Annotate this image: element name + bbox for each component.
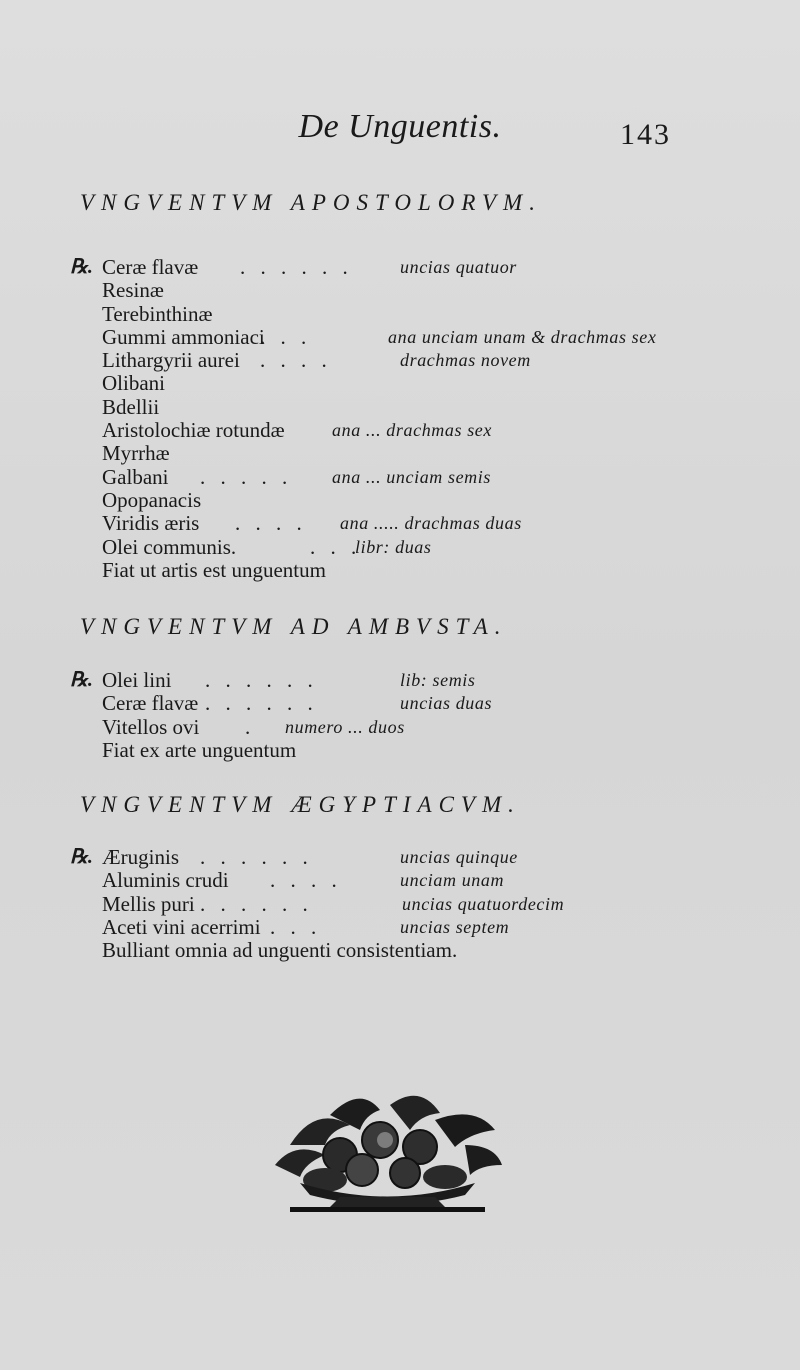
ingredient-name: Bulliant omnia ad unguenti consistentiam.	[102, 938, 458, 963]
recipe-aegyptiacum	[70, 846, 750, 962]
page-number: 143	[620, 118, 671, 151]
leader-dots: . . . . .	[200, 464, 293, 489]
recipe-symbol: ℞.	[70, 846, 93, 868]
ingredient-name: Myrrhæ	[102, 441, 170, 466]
recipe-line	[70, 442, 750, 465]
ingredient-quantity: numero ... duos	[285, 716, 405, 737]
recipe-line	[70, 739, 750, 762]
recipe-ad-ambusta	[70, 669, 750, 762]
ingredient-name: Aluminis crudi	[102, 868, 229, 893]
ingredient-quantity: ana ..... drachmas duas	[340, 513, 522, 534]
leader-dots: . . . .	[235, 511, 307, 536]
recipe-apostolorum	[70, 256, 750, 582]
leader-dots: .	[245, 714, 256, 739]
ingredient-name: Ceræ flavæ	[102, 691, 199, 716]
recipe-line	[70, 396, 750, 419]
leader-dots: . . . . . .	[200, 845, 313, 869]
recipe-line	[70, 303, 750, 326]
recipe-line	[70, 559, 750, 582]
ingredient-name: Mellis puri	[102, 891, 195, 916]
ingredient-quantity: lib: semis	[400, 670, 476, 690]
ingredient-quantity: uncias duas	[400, 693, 493, 714]
ingredient-name: Fiat ex arte unguentum	[102, 737, 297, 762]
ingredient-name: Lithargyrii aurei	[102, 348, 240, 373]
ingredient-name: Aceti vini acerrimi	[102, 914, 261, 939]
recipe-line	[70, 869, 750, 892]
recipe-line	[70, 692, 750, 715]
ingredient-quantity: ana ... drachmas sex	[332, 420, 492, 441]
recipe-line	[70, 489, 750, 512]
ingredient-quantity: libr: duas	[355, 536, 432, 557]
recipe-symbol: ℞.	[70, 256, 93, 278]
ingredient-name: Olibani	[102, 371, 165, 396]
recipe-line	[70, 893, 750, 916]
leader-dots: . . . . . .	[205, 668, 318, 692]
ingredient-name: Fiat ut artis est unguentum	[102, 557, 326, 582]
section-title-apostolorum: VNGVENTVM APOSTOLORVM.	[80, 190, 542, 215]
recipe-line	[70, 669, 750, 692]
leader-dots: . . . . . .	[200, 891, 313, 916]
recipe-line	[70, 326, 750, 349]
ingredient-name: Vitellos ovi	[102, 714, 200, 739]
ingredient-name: Olei lini	[102, 668, 172, 692]
section-title-aegyptiacum: VNGVENTVM ÆGYPTIACVM.	[80, 792, 521, 817]
recipe-line	[70, 512, 750, 535]
ingredient-name: Æruginis	[102, 845, 180, 869]
ingredient-name: Resinæ	[102, 278, 164, 303]
recipe-line	[70, 279, 750, 302]
section-title-ad-ambusta: VNGVENTVM AD AMBVSTA.	[80, 614, 508, 639]
ingredient-name: Opopanacis	[102, 487, 202, 512]
ingredient-name: Aristolochiæ rotundæ	[102, 418, 285, 443]
ingredient-name: Bdellii	[102, 394, 160, 419]
recipe-symbol: ℞.	[70, 669, 93, 691]
leader-dots: . . . .	[260, 348, 332, 373]
leader-dots: . . . . . .	[205, 691, 318, 716]
ingredient-name: Olei communis.	[102, 534, 237, 559]
ingredient-quantity: uncias quatuordecim	[402, 893, 565, 914]
recipe-line	[70, 716, 750, 739]
ingredient-quantity: ana unciam unam & drachmas sex	[388, 326, 657, 347]
recipe-line	[70, 536, 750, 559]
recipe-line	[70, 916, 750, 939]
recipe-line	[70, 846, 750, 869]
fruit-basket-ornament-icon	[270, 1085, 505, 1215]
recipe-line	[70, 939, 750, 962]
ingredient-quantity: drachmas novem	[400, 350, 531, 371]
leader-dots: . . .	[270, 914, 322, 939]
ingredient-quantity: ana ... unciam semis	[332, 466, 491, 487]
ingredient-name: Galbani	[102, 464, 169, 489]
ingredient-name: Ceræ flavæ	[102, 255, 199, 279]
ingredient-quantity: unciam unam	[400, 870, 505, 891]
leader-dots: . . . .	[270, 868, 342, 893]
ingredient-quantity: uncias septem	[400, 916, 510, 937]
leader-dots: . . .	[260, 324, 312, 349]
running-title: De Unguentis.	[298, 108, 502, 145]
ingredient-quantity: uncias quatuor	[400, 257, 517, 277]
leader-dots: . . . . . .	[240, 255, 353, 279]
recipe-line	[70, 372, 750, 395]
ingredient-name: Terebinthinæ	[102, 301, 213, 326]
ingredient-name: Viridis æris	[102, 511, 200, 536]
recipe-line	[70, 419, 750, 442]
ingredient-quantity: uncias quinque	[400, 847, 518, 867]
recipe-line	[70, 256, 750, 279]
ingredient-name: Gummi ammoniaci	[102, 324, 265, 349]
recipe-line	[70, 466, 750, 489]
leader-dots: . . .	[310, 534, 362, 559]
recipe-line	[70, 349, 750, 372]
